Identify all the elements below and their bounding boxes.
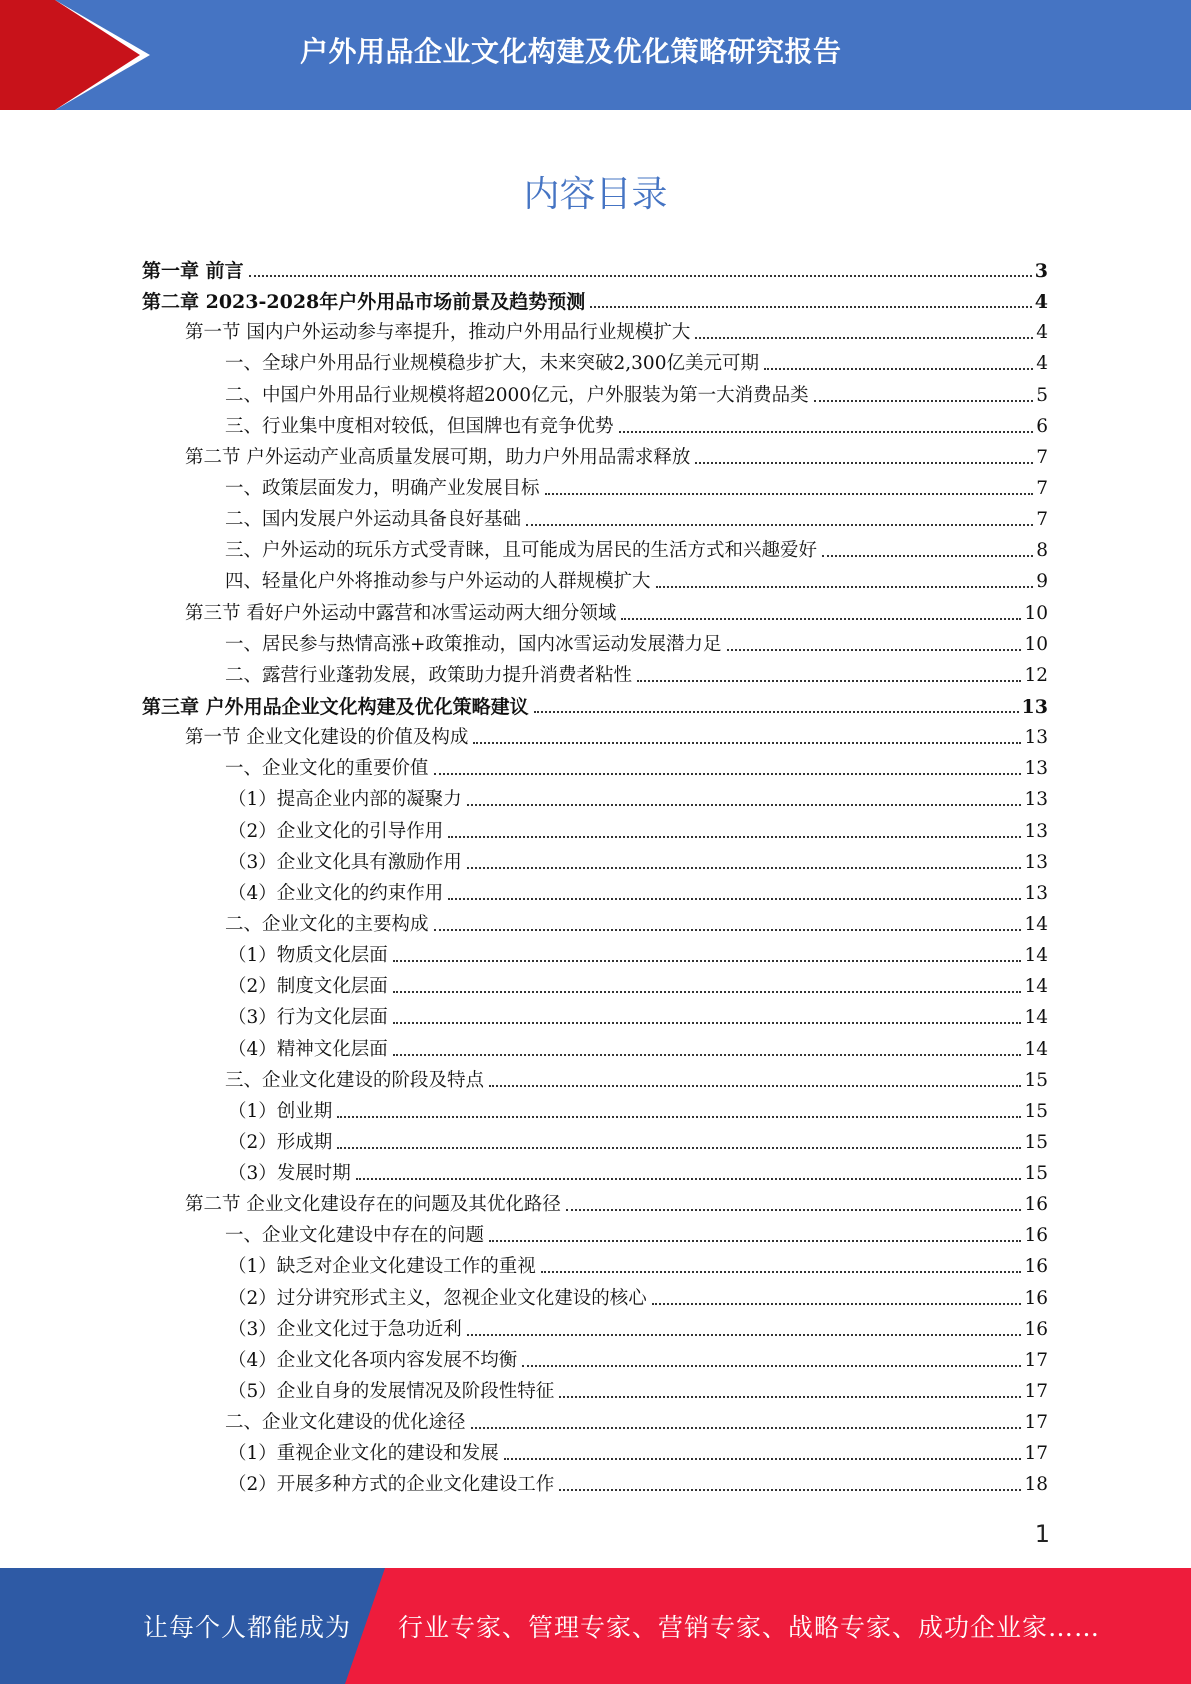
- toc-entry-title: 四、轻量化户外将推动参与户外运动的人群规模扩大: [225, 571, 651, 593]
- toc-entry-title: （3）企业文化过于急功近利: [228, 1318, 462, 1340]
- toc-entry-title: 二、露营行业蓬勃发展，政策助力提升消费者粘性: [225, 664, 633, 686]
- toc-entry[interactable]: [228, 968, 1048, 999]
- toc-entry[interactable]: [225, 501, 1048, 532]
- toc-entry-page: 16: [1024, 1318, 1048, 1340]
- toc-entry[interactable]: [142, 252, 1048, 283]
- footer-slogan-right: 行业专家、管理专家、营销专家、战略专家、成功企业家……: [398, 1613, 1101, 1642]
- toc-entry[interactable]: [225, 470, 1048, 501]
- toc-entry-title: （2）制度文化层面: [228, 976, 388, 998]
- toc-entry-page: 7: [1036, 477, 1048, 499]
- page-number: 1: [1034, 1520, 1050, 1548]
- toc-leader-dots: [695, 337, 1033, 339]
- footer-slogan-left: 让每个人都能成为: [143, 1613, 352, 1642]
- toc-entry[interactable]: [225, 532, 1048, 563]
- toc-entry-page: 5: [1036, 384, 1048, 406]
- toc-entry[interactable]: [228, 1155, 1048, 1186]
- toc-entry-page: 16: [1024, 1225, 1048, 1247]
- toc-entry[interactable]: [185, 595, 1048, 626]
- toc-entry[interactable]: [228, 1093, 1048, 1124]
- toc-leader-dots: [249, 275, 1032, 277]
- toc-entry-title: （4）精神文化层面: [228, 1038, 388, 1060]
- toc-leader-dots: [471, 1427, 1022, 1429]
- toc-heading: 内容目录: [523, 174, 668, 215]
- toc-entry-title: 一、企业文化建设中存在的问题: [225, 1225, 485, 1247]
- toc-entry-title: （1）物质文化层面: [228, 945, 388, 967]
- toc-leader-dots: [541, 1271, 1022, 1273]
- toc-entry-page: 16: [1024, 1287, 1048, 1309]
- toc-entry-page: 15: [1024, 1163, 1048, 1185]
- toc-entry-title: （2）形成期: [228, 1131, 333, 1153]
- toc-leader-dots: [467, 804, 1022, 806]
- toc-leader-dots: [619, 431, 1034, 433]
- toc-entry-page: 13: [1024, 851, 1048, 873]
- toc-entry-title: 三、行业集中度相对较低，但国牌也有竞争优势: [225, 415, 614, 437]
- toc-leader-dots: [489, 1240, 1021, 1242]
- header-red-chevron: [0, 0, 140, 110]
- page-footer: [0, 1568, 1191, 1684]
- toc-entry[interactable]: [228, 1373, 1048, 1404]
- toc-entry-title: 第二节 户外运动产业高质量发展可期，助力户外用品需求释放: [185, 446, 691, 468]
- toc-entry-title: 第二章 2023-2028年户外用品市场前景及趋势预测: [142, 291, 586, 314]
- toc-entry[interactable]: [228, 875, 1048, 906]
- toc-entry[interactable]: [228, 1311, 1048, 1342]
- toc-entry-title: （2）企业文化的引导作用: [228, 820, 444, 842]
- toc-entry[interactable]: [142, 688, 1048, 719]
- toc-entry[interactable]: [228, 844, 1048, 875]
- toc-leader-dots: [356, 1178, 1022, 1180]
- toc-leader-dots: [814, 400, 1034, 402]
- toc-entry[interactable]: [228, 1280, 1048, 1311]
- toc-leader-dots: [504, 1458, 1022, 1460]
- toc-entry-page: 4: [1036, 353, 1048, 375]
- toc-leader-dots: [393, 991, 1022, 993]
- toc-entry-title: （1）提高企业内部的凝聚力: [228, 789, 462, 811]
- toc-entry[interactable]: [225, 1062, 1048, 1093]
- toc-entry-page: 12: [1024, 664, 1048, 686]
- toc-entry-page: 15: [1024, 1069, 1048, 1091]
- toc-leader-dots: [534, 711, 1019, 713]
- toc-entry-page: 17: [1024, 1381, 1048, 1403]
- toc-leader-dots: [393, 960, 1022, 962]
- toc-entry-page: 8: [1036, 540, 1048, 562]
- toc-leader-dots: [393, 1054, 1022, 1056]
- toc-leader-dots: [467, 867, 1022, 869]
- toc-leader-dots: [695, 462, 1033, 464]
- toc-entry-page: 9: [1036, 571, 1048, 593]
- toc-entry-page: 13: [1021, 695, 1048, 718]
- toc-entry-page: 10: [1024, 602, 1048, 624]
- toc-leader-dots: [559, 1489, 1021, 1491]
- toc-entry-page: 13: [1024, 789, 1048, 811]
- toc-entry-page: 14: [1024, 945, 1048, 967]
- toc-entry-title: （4）企业文化各项内容发展不均衡: [228, 1349, 518, 1371]
- toc-leader-dots: [473, 742, 1021, 744]
- toc-entry[interactable]: [225, 1404, 1048, 1435]
- toc-entry-title: 一、企业文化的重要价值: [225, 758, 429, 780]
- toc-leader-dots: [467, 1334, 1022, 1336]
- toc-entry-page: 13: [1024, 727, 1048, 749]
- toc-entry-title: （1）重视企业文化的建设和发展: [228, 1443, 499, 1465]
- toc-entry[interactable]: [185, 314, 1048, 345]
- toc-leader-dots: [559, 1396, 1021, 1398]
- toc-entry-page: 17: [1024, 1443, 1048, 1465]
- toc-entry[interactable]: [228, 1342, 1048, 1373]
- toc-entry-page: 6: [1036, 415, 1048, 437]
- toc-entry[interactable]: [185, 439, 1048, 470]
- toc-entry[interactable]: [225, 1217, 1048, 1248]
- toc-entry-title: 三、企业文化建设的阶段及特点: [225, 1069, 485, 1091]
- toc-entry[interactable]: [185, 719, 1048, 750]
- toc-entry[interactable]: [228, 781, 1048, 812]
- toc-entry-title: （3）行为文化层面: [228, 1007, 388, 1029]
- toc-entry[interactable]: [185, 1186, 1048, 1217]
- toc-entry[interactable]: [225, 906, 1048, 937]
- toc-entry-title: 第三章 户外用品企业文化构建及优化策略建议: [142, 695, 529, 718]
- toc-entry-page: 14: [1024, 1038, 1048, 1060]
- toc-entry[interactable]: [225, 345, 1048, 376]
- toc-leader-dots: [489, 1085, 1021, 1087]
- toc-entry-title: 二、国内发展户外运动具备良好基础: [225, 509, 522, 531]
- toc-leader-dots: [621, 618, 1021, 620]
- toc-entry-title: （5）企业自身的发展情况及阶段性特征: [228, 1381, 555, 1403]
- toc-entry[interactable]: [225, 563, 1048, 594]
- toc-entry[interactable]: [228, 1031, 1048, 1062]
- toc-entry-title: 一、居民参与热情高涨+政策推动，国内冰雪运动发展潜力足: [225, 633, 722, 655]
- page-header: [0, 0, 1191, 110]
- toc-entry-title: （2）开展多种方式的企业文化建设工作: [228, 1474, 555, 1496]
- toc-entry-title: 一、政策层面发力，明确产业发展目标: [225, 477, 540, 499]
- toc-entry-page: 13: [1024, 820, 1048, 842]
- toc-entry-title: （3）发展时期: [228, 1163, 351, 1185]
- toc-leader-dots: [656, 586, 1034, 588]
- toc-entry-page: 17: [1024, 1349, 1048, 1371]
- toc-entry-page: 13: [1024, 882, 1048, 904]
- report-title: 户外用品企业文化构建及优化策略研究报告: [300, 35, 842, 68]
- toc-leader-dots: [393, 1022, 1022, 1024]
- toc-entry[interactable]: [225, 750, 1048, 781]
- toc-entry-title: （4）企业文化的约束作用: [228, 882, 444, 904]
- toc-entry-page: 10: [1024, 633, 1048, 655]
- toc-leader-dots: [637, 680, 1021, 682]
- toc-entry[interactable]: [228, 1124, 1048, 1155]
- toc-entry-page: 17: [1024, 1412, 1048, 1434]
- toc-leader-dots: [822, 555, 1033, 557]
- toc-entry[interactable]: [225, 377, 1048, 408]
- toc-entry-title: 第一节 国内户外运动参与率提升，推动户外用品行业规模扩大: [185, 322, 691, 344]
- toc-entry-title: 第一章 前言: [142, 260, 244, 282]
- toc-entry-page: 14: [1024, 976, 1048, 998]
- toc-entry[interactable]: [228, 813, 1048, 844]
- toc-entry-title: 第三节 看好户外运动中露营和冰雪运动两大细分领域: [185, 602, 617, 624]
- toc-entry[interactable]: [225, 408, 1048, 439]
- toc-entry-title: 三、户外运动的玩乐方式受青睐，且可能成为居民的生活方式和兴趣爱好: [225, 540, 818, 562]
- toc-leader-dots: [526, 524, 1033, 526]
- toc-entry[interactable]: [228, 1466, 1048, 1497]
- toc-leader-dots: [566, 1209, 1022, 1211]
- toc-entry-title: （3）企业文化具有激励作用: [228, 851, 462, 873]
- toc-leader-dots: [434, 773, 1022, 775]
- toc-entry-page: 18: [1024, 1474, 1048, 1496]
- toc-entry[interactable]: [228, 1248, 1048, 1279]
- toc-leader-dots: [337, 1116, 1021, 1118]
- toc-entry-page: 7: [1036, 509, 1048, 531]
- toc-entry-title: 第二节 企业文化建设存在的问题及其优化路径: [185, 1194, 561, 1216]
- toc-entry[interactable]: [225, 657, 1048, 688]
- toc-leader-dots: [590, 306, 1032, 308]
- toc-leader-dots: [764, 368, 1033, 370]
- toc-entry[interactable]: [228, 999, 1048, 1030]
- toc-entry-page: 15: [1024, 1100, 1048, 1122]
- toc-leader-dots: [727, 649, 1022, 651]
- toc-entry-page: 4: [1034, 291, 1048, 314]
- toc-entry-title: 二、企业文化建设的优化途径: [225, 1412, 466, 1434]
- toc-leader-dots: [448, 836, 1021, 838]
- toc-entry-title: （2）过分讲究形式主义，忽视企业文化建设的核心: [228, 1287, 647, 1309]
- toc-entry[interactable]: [228, 1435, 1048, 1466]
- toc-entry-title: 一、全球户外用品行业规模稳步扩大，未来突破2,300亿美元可期: [225, 353, 759, 375]
- toc-entry-page: 13: [1024, 758, 1048, 780]
- toc-entry-page: 3: [1034, 260, 1048, 282]
- toc-leader-dots: [448, 898, 1021, 900]
- toc-entry-title: 二、中国户外用品行业规模将超2000亿元，户外服装为第一大消费品类: [225, 384, 809, 406]
- toc-entry[interactable]: [142, 283, 1048, 314]
- toc-entry-page: 15: [1024, 1131, 1048, 1153]
- toc-entry[interactable]: [228, 937, 1048, 968]
- toc-entry[interactable]: [225, 626, 1048, 657]
- toc-entry-title: （1）缺乏对企业文化建设工作的重视: [228, 1256, 536, 1278]
- toc-leader-dots: [434, 929, 1022, 931]
- toc-entry-page: 16: [1024, 1194, 1048, 1216]
- toc-entry-title: 第一节 企业文化建设的价值及构成: [185, 727, 469, 749]
- toc-leader-dots: [337, 1147, 1021, 1149]
- toc-entry-page: 16: [1024, 1256, 1048, 1278]
- toc-entry-title: 二、企业文化的主要构成: [225, 913, 429, 935]
- toc-entry-title: （1）创业期: [228, 1100, 333, 1122]
- toc-entry-page: 7: [1036, 446, 1048, 468]
- toc-leader-dots: [545, 493, 1034, 495]
- toc-entry-page: 4: [1036, 322, 1048, 344]
- toc-leader-dots: [522, 1365, 1021, 1367]
- toc-entry-page: 14: [1024, 1007, 1048, 1029]
- toc-entry-page: 14: [1024, 913, 1048, 935]
- toc-leader-dots: [652, 1303, 1022, 1305]
